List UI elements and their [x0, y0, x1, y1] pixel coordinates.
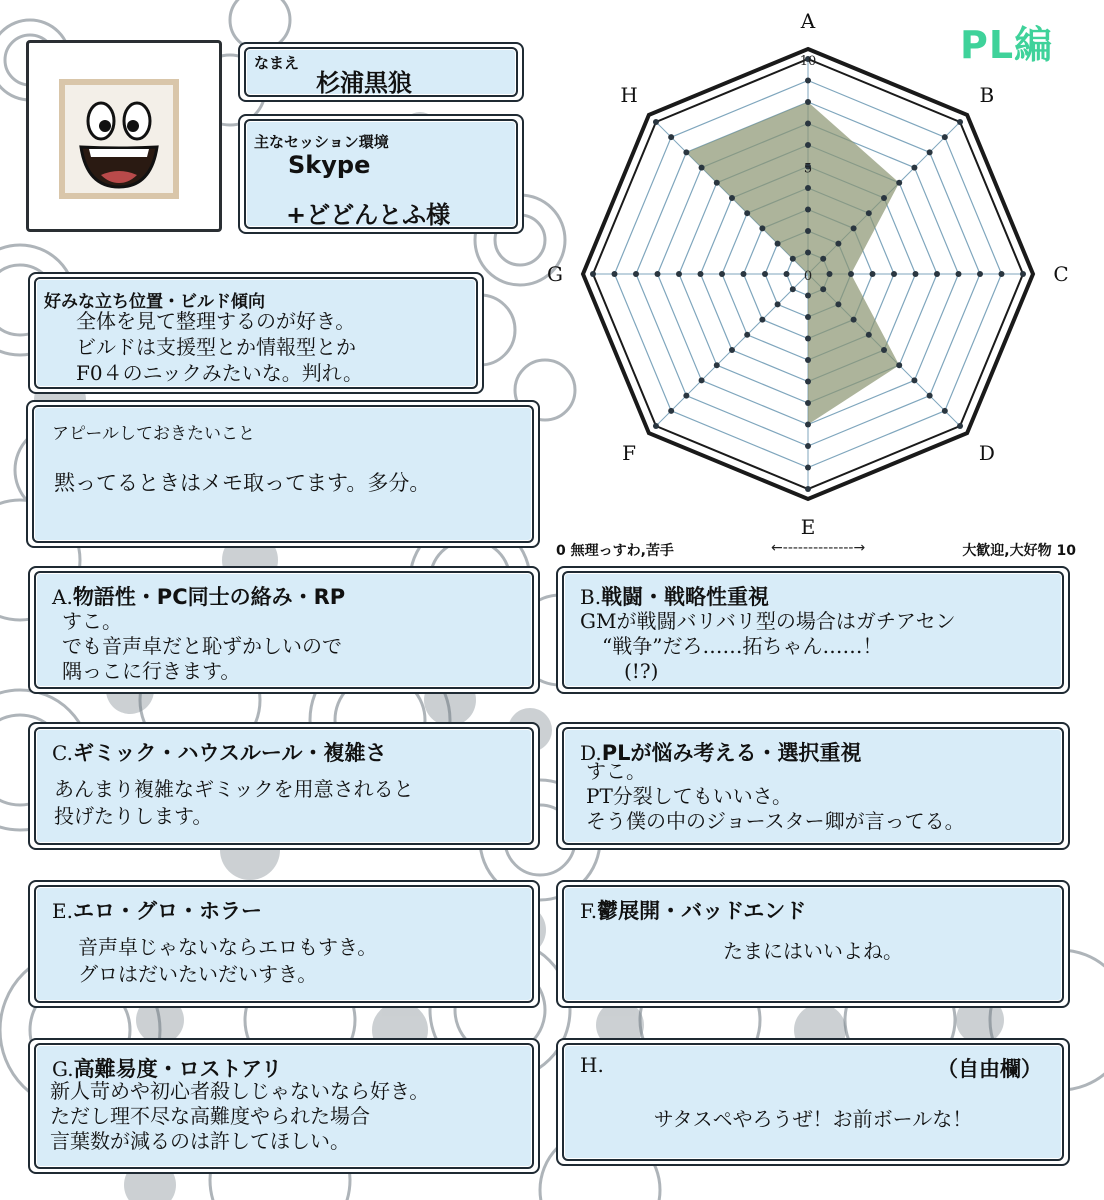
radar-axis-label-A: A	[800, 9, 816, 33]
section-d-line-3: そう僕の中のジョースター卿が言ってる。	[586, 809, 965, 833]
section-c-line-1: あんまり複雑なギミックを用意されると	[54, 777, 414, 801]
radar-ring-dot	[714, 362, 720, 368]
radar-ring-dot	[957, 423, 963, 429]
radar-ring-dot	[805, 443, 811, 449]
radar-ring-dot	[927, 149, 933, 155]
radar-ring-dot	[896, 180, 902, 186]
radar-ring-dot	[805, 336, 811, 342]
radar-ring-dot	[866, 332, 872, 338]
section-e-line-2: グロはだいたいだいすき。	[78, 962, 318, 986]
radar-axis-label-G: G	[547, 262, 563, 286]
radar-ring-dot	[729, 347, 735, 353]
radar-ring-dot	[805, 314, 811, 320]
section-e-title	[52, 895, 262, 925]
session-env-line1: Skype	[288, 151, 371, 179]
section-h-line-1: サタスペやろうぜ！お前ボールな！	[653, 1107, 973, 1131]
section-b-line-3: (!?)	[624, 659, 659, 683]
radar-axis-label-F: F	[622, 440, 637, 465]
radar-ring-dot	[590, 271, 596, 277]
radar-ring-dot	[934, 271, 940, 277]
radar-ring-dot	[957, 119, 963, 125]
radar-ring-dot	[827, 271, 833, 277]
radar-ring-dot	[699, 165, 705, 171]
radar-axis-label-B: B	[979, 83, 995, 108]
pl-edition-logo: PL編	[960, 23, 1054, 67]
section-h-box	[562, 1043, 1064, 1161]
radar-ring-dot	[956, 271, 962, 277]
section-title-text: 戦闘・戦略性重視	[601, 585, 770, 609]
section-letter: H.	[580, 1053, 604, 1077]
session-env-box	[244, 119, 518, 229]
section-b-title	[580, 581, 769, 611]
radar-tick-label: 5	[803, 161, 813, 177]
name-label: なまえ	[254, 54, 300, 72]
radar-ring-dot	[881, 347, 887, 353]
radar-ring-dot	[805, 250, 811, 256]
section-letter: G.	[52, 1057, 74, 1081]
section-d-line-1: すこ。	[586, 759, 646, 783]
radar-ring-dot	[942, 408, 948, 414]
section-title-text: 高難易度・ロストアリ	[73, 1057, 283, 1081]
radar-ring-dot	[683, 393, 689, 399]
radar-ring-dot	[805, 228, 811, 234]
radar-ring-dot	[805, 207, 811, 213]
radar-ring-dot	[805, 357, 811, 363]
section-a-line-1: すこ。	[62, 609, 122, 633]
section-title-text: 鬱展開・バッドエンド	[597, 899, 807, 923]
section-letter: F.	[580, 899, 598, 923]
section-letter: C.	[52, 741, 73, 765]
radar-ring-dot	[820, 286, 826, 292]
section-e-box	[34, 885, 534, 1003]
radar-ring-dot	[655, 271, 661, 277]
section-c-box	[34, 727, 534, 845]
radar-ring-dot	[835, 241, 841, 247]
radar-ring-dot	[866, 210, 872, 216]
radar-axis-label-E: E	[800, 515, 816, 538]
session-env-label: 主なセッション環境	[254, 133, 389, 151]
radar-ring-dot	[896, 362, 902, 368]
style-line-2: ビルドは支援型とか情報型とか	[76, 335, 356, 359]
radar-ring-dot	[805, 486, 811, 492]
radar-ring-dot	[790, 286, 796, 292]
radar-ring-dot	[790, 256, 796, 262]
radar-ring-dot	[913, 271, 919, 277]
section-title-text: ギミック・ハウスルール・複雑さ	[72, 741, 387, 765]
scale-legend	[556, 540, 1076, 560]
radar-ring-dot	[744, 332, 750, 338]
section-letter: E.	[52, 899, 73, 923]
section-title-text: PLが悩み考える・選択重視	[601, 741, 862, 765]
section-f-line-1: たまにはいいよね。	[723, 939, 903, 963]
section-h-title	[580, 1053, 604, 1077]
section-title-text: 物語性・PC同士の絡み・RP	[72, 585, 346, 609]
radar-chart	[535, 8, 1085, 538]
radar-ring-dot	[668, 134, 674, 140]
radar-ring-dot	[805, 142, 811, 148]
section-d-line-2: PT分裂してもいいさ。	[586, 784, 792, 808]
radar-ring-dot	[775, 301, 781, 307]
radar-ring-dot	[699, 377, 705, 383]
radar-ring-dot	[851, 317, 857, 323]
radar-ring-dot	[729, 195, 735, 201]
style-line-1: 全体を見て整理するのが好き。	[76, 309, 356, 333]
radar-ring-dot	[784, 271, 790, 277]
radar-ring-dot	[805, 400, 811, 406]
section-f-box	[562, 885, 1064, 1003]
style-build-box	[34, 277, 478, 389]
scale-low-label: 0 無理っすわ,苦手	[556, 543, 674, 559]
radar-ring-dot	[633, 271, 639, 277]
radar-ring-dot	[927, 393, 933, 399]
section-letter: D.	[580, 741, 602, 765]
radar-ring-dot	[741, 271, 747, 277]
radar-ring-dot	[653, 423, 659, 429]
radar-ring-dot	[759, 317, 765, 323]
name-box	[244, 47, 518, 97]
appeal-box	[32, 405, 534, 543]
section-a-box	[34, 571, 534, 689]
section-f-title	[580, 895, 806, 925]
portrait-frame	[26, 40, 222, 232]
smiling-face-avatar-icon	[59, 79, 179, 199]
radar-ring-dot	[612, 271, 618, 277]
radar-axis-label-D: D	[978, 440, 995, 465]
section-b-box	[562, 571, 1064, 689]
radar-ring-dot	[719, 271, 725, 277]
style-line-3: F0４のニックみたいな。判れ。	[76, 361, 364, 385]
section-c-line-2: 投げたりします。	[54, 804, 213, 828]
radar-ring-dot	[714, 180, 720, 186]
radar-tick-label: 0	[803, 269, 813, 284]
section-a-line-3: 隅っこに行きます。	[62, 659, 241, 683]
radar-ring-dot	[977, 271, 983, 277]
radar-ring-dot	[805, 465, 811, 471]
radar-ring-dot	[762, 271, 768, 277]
radar-ring-dot	[911, 377, 917, 383]
radar-tick-label: 10	[799, 54, 817, 69]
radar-ring-dot	[851, 225, 857, 231]
section-c-title	[52, 737, 386, 767]
radar-ring-dot	[835, 301, 841, 307]
radar-ring-dot	[911, 165, 917, 171]
radar-ring-dot	[891, 271, 897, 277]
appeal-label: アピールしておきたいこと	[52, 424, 255, 444]
radar-axis-label-C: C	[1053, 262, 1069, 286]
radar-ring-dot	[805, 121, 811, 127]
radar-ring-dot	[805, 78, 811, 84]
section-d-box	[562, 727, 1064, 845]
radar-ring-dot	[805, 293, 811, 299]
radar-ring-dot	[881, 195, 887, 201]
radar-ring-dot	[999, 271, 1005, 277]
radar-ring-dot	[775, 241, 781, 247]
player-name: 杉浦黒狼	[316, 69, 412, 97]
section-b-line-1: GMが戦闘バリバリ型の場合はガチアセン	[580, 609, 956, 633]
scale-high-label: 大歓迎,大好物 10	[962, 543, 1076, 559]
section-e-line-1: 音声卓じゃないならエロもすき。	[78, 935, 378, 959]
radar-ring-dot	[1020, 271, 1026, 277]
radar-ring-dot	[653, 119, 659, 125]
radar-ring-dot	[870, 271, 876, 277]
radar-ring-dot	[805, 379, 811, 385]
scale-arrow: ←--------------→	[771, 540, 866, 556]
section-g-line-2: ただし理不尽な高難度やられた場合	[50, 1104, 370, 1128]
radar-ring-dot	[805, 422, 811, 428]
section-g-line-3: 言葉数が減るのは許してほしい。	[50, 1129, 350, 1153]
radar-ring-dot	[848, 271, 854, 277]
radar-ring-dot	[942, 134, 948, 140]
radar-ring-dot	[668, 408, 674, 414]
section-a-title	[52, 581, 345, 611]
radar-ring-dot	[683, 149, 689, 155]
radar-ring-dot	[805, 99, 811, 105]
radar-ring-dot	[698, 271, 704, 277]
radar-axis-label-H: H	[620, 83, 638, 108]
section-a-line-2: でも音声卓だと恥ずかしいので	[62, 634, 342, 658]
radar-ring-dot	[676, 271, 682, 277]
free-field-label: （自由欄）	[937, 1057, 1042, 1081]
section-g-box	[34, 1043, 534, 1169]
section-b-line-2: “戦争”だろ……拓ちゃん……！	[602, 634, 883, 658]
section-title-text: エロ・グロ・ホラー	[72, 899, 262, 923]
section-letter: A.	[52, 585, 73, 609]
section-g-line-1: 新人苛めや初心者殺しじゃないなら好き。	[50, 1079, 430, 1103]
radar-ring-dot	[805, 185, 811, 191]
radar-ring-dot	[744, 210, 750, 216]
style-build-label: 好みな立ち位置・ビルド傾向	[44, 292, 265, 312]
radar-ring-dot	[820, 256, 826, 262]
radar-ring-dot	[759, 225, 765, 231]
section-letter: B.	[580, 585, 602, 609]
session-env-line2: +どどんとふ様	[286, 201, 451, 229]
appeal-text: 黙ってるときはメモ取ってます。多分。	[54, 471, 431, 495]
